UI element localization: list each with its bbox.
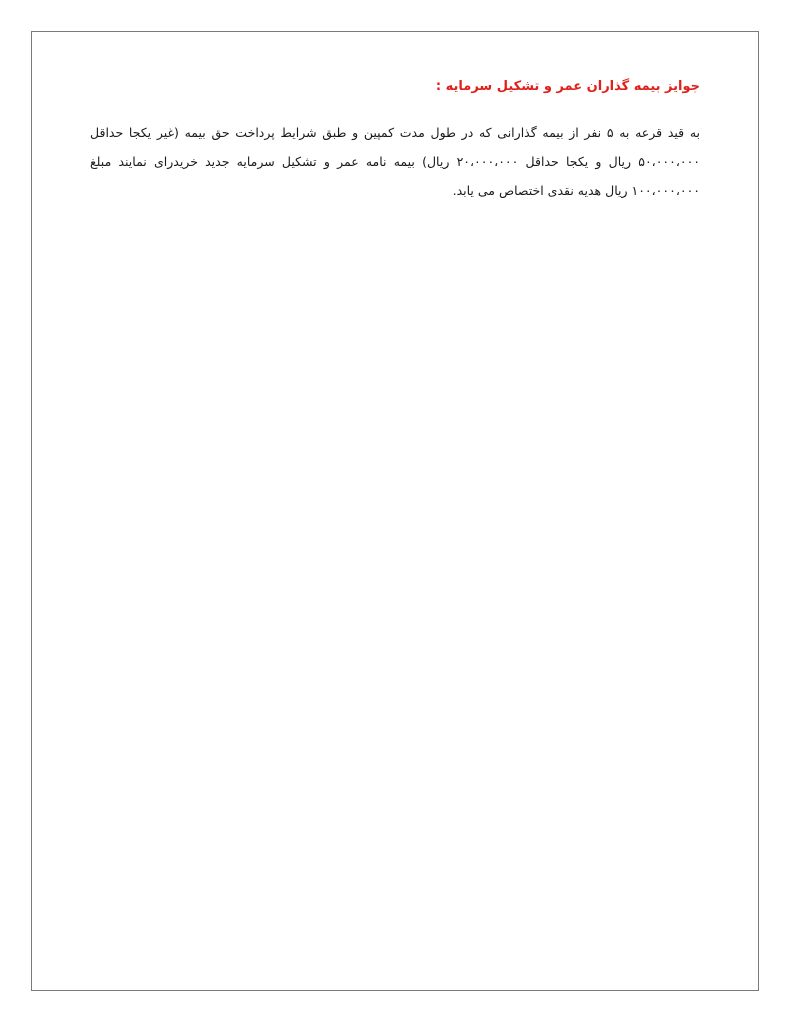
document-body bbox=[90, 70, 700, 205]
section-paragraph: به قید قرعه به ۵ نفر از بیمه گذارانی که در طول مدت کمپین و طبق شرایط پرداخت حق بیمه (غیر یکجا حداقل ۵۰،۰۰۰،۰۰۰ ریال و یکجا حداقل ۲۰،۰۰۰،۰۰۰ ریال) بیمه نامه عمر و تشکیل سرمایه جدید خریدرای نمایند مبلغ ۱۰۰،۰۰۰،۰۰۰ ریال هدیه نقدی اختصاص می یابد. bbox=[90, 125, 701, 198]
section-heading: جوایز بیمه گذاران عمر و تشکیل سرمایه : bbox=[435, 79, 700, 94]
